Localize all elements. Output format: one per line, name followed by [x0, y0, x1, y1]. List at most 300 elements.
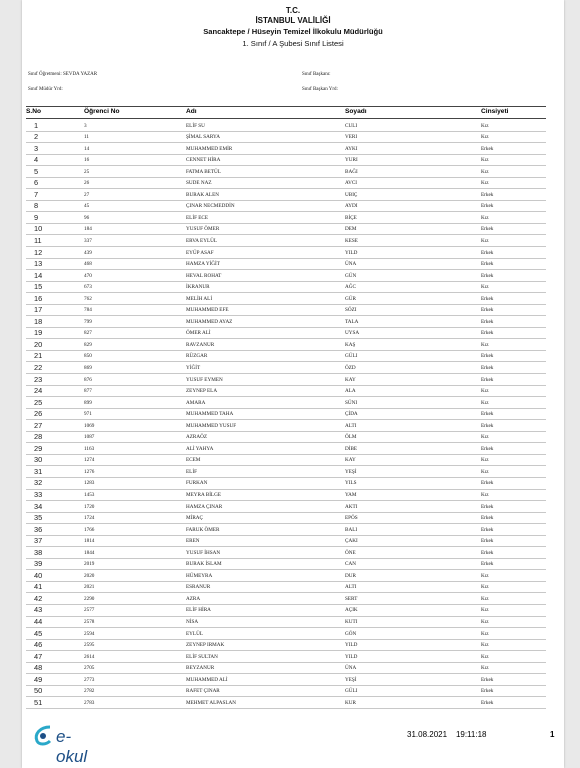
row-ogrenci-no: 1274 — [84, 457, 95, 464]
row-sno: 21 — [34, 351, 43, 361]
table-row — [26, 166, 546, 178]
row-adi: ELİF HİRA — [186, 607, 211, 614]
row-soyadi: ÇİDA — [345, 411, 358, 418]
table-row — [26, 524, 546, 536]
row-soyadi: UYSA — [345, 330, 360, 337]
row-ogrenci-no: 1069 — [84, 422, 95, 429]
row-ogrenci-no: 1087 — [84, 434, 95, 441]
row-soyadi: GÜLI — [345, 353, 358, 360]
row-adi: BEYZANUR — [186, 665, 215, 672]
table-row — [26, 305, 546, 317]
row-cinsiyeti: Kız — [481, 595, 489, 602]
row-sno: 36 — [34, 524, 43, 534]
row-ogrenci-no: 1844 — [84, 549, 95, 556]
table-row — [26, 374, 546, 386]
print-time: 19:11:18 — [455, 730, 487, 739]
row-sno: 13 — [34, 259, 43, 269]
table-row — [26, 259, 546, 271]
row-ogrenci-no: 2773 — [84, 676, 95, 683]
table-row — [26, 513, 546, 525]
row-adi: MUHAMMED EMİR — [186, 145, 233, 152]
row-soyadi: EPÖS — [345, 515, 358, 522]
table-row — [26, 593, 546, 605]
row-adi: ÖMER ALİ — [186, 330, 211, 337]
row-soyadi: ÇAKI — [345, 538, 358, 545]
col-adi: Adı — [186, 108, 197, 115]
row-adi: HÜMEYRA — [186, 572, 213, 579]
row-soyadi: GÜR — [345, 295, 356, 302]
row-adi: HEVAL ROHAT — [186, 272, 222, 279]
row-soyadi: YILS — [345, 480, 357, 487]
row-ogrenci-no: 1163 — [84, 445, 95, 452]
row-sno: 26 — [34, 409, 43, 419]
row-ogrenci-no: 2783 — [84, 699, 95, 706]
row-ogrenci-no: 971 — [84, 411, 92, 418]
row-sno: 39 — [34, 559, 43, 569]
table-row — [26, 397, 546, 409]
table-row — [26, 224, 546, 236]
table-row — [26, 466, 546, 478]
row-ogrenci-no: 2595 — [84, 642, 95, 649]
row-cinsiyeti: Kız — [481, 168, 489, 175]
row-ogrenci-no: 96 — [84, 214, 90, 221]
row-ogrenci-no: 11 — [84, 134, 89, 141]
row-ogrenci-no: 2019 — [84, 561, 95, 568]
row-sno: 23 — [34, 374, 43, 384]
row-adi: ŞİMAL SARYA — [186, 134, 220, 141]
row-ogrenci-no: 27 — [84, 191, 90, 198]
row-soyadi: VERI — [345, 134, 358, 141]
row-cinsiyeti: Erkek — [481, 364, 494, 371]
row-adi: AMARA — [186, 399, 206, 406]
row-sno: 3 — [34, 143, 39, 153]
row-soyadi: KAŞ — [345, 341, 356, 348]
row-cinsiyeti: Erkek — [481, 226, 494, 233]
row-ogrenci-no: 2782 — [84, 688, 95, 695]
row-cinsiyeti: Erkek — [481, 699, 494, 706]
row-sno: 19 — [34, 328, 43, 338]
row-sno: 33 — [34, 490, 43, 499]
row-adi: EYÜP ASAF — [186, 249, 214, 256]
row-sno: 6 — [34, 178, 39, 188]
row-ogrenci-no: 1720 — [84, 503, 95, 510]
row-soyadi: GÖN — [345, 630, 357, 637]
row-ogrenci-no: 799 — [84, 318, 92, 325]
row-sno: 8 — [34, 201, 39, 211]
table-row — [26, 443, 546, 455]
row-soyadi: YILD — [345, 249, 358, 256]
meta-vice-president: Sınıf Başkan Yrd: — [302, 87, 338, 92]
row-cinsiyeti: Erkek — [481, 422, 494, 429]
row-ogrenci-no: 869 — [84, 364, 92, 371]
table-header-rule — [26, 118, 546, 119]
row-sno: 17 — [34, 305, 43, 315]
row-sno: 16 — [34, 293, 43, 303]
row-sno: 11 — [34, 235, 42, 245]
row-sno: 25 — [34, 397, 43, 407]
row-cinsiyeti: Kız — [481, 434, 489, 441]
row-soyadi: ALA — [345, 388, 356, 395]
header-tc: T.C. — [285, 6, 301, 15]
row-ogrenci-no: 2578 — [84, 619, 95, 626]
row-sno: 15 — [34, 282, 43, 292]
row-soyadi: YILD — [345, 642, 358, 649]
row-soyadi: SÖZI — [345, 307, 357, 314]
row-soyadi: UBIÇ — [345, 191, 358, 198]
row-soyadi: BALI — [345, 526, 358, 533]
table-row — [26, 582, 546, 594]
row-adi: İKRANUR — [186, 284, 210, 291]
row-adi: ECEM — [186, 457, 201, 464]
row-soyadi: TALA — [345, 318, 359, 325]
row-soyadi: KUR — [345, 699, 356, 706]
row-sno: 30 — [34, 455, 43, 465]
row-ogrenci-no: 184 — [84, 226, 92, 233]
row-cinsiyeti: Kız — [481, 237, 489, 244]
row-cinsiyeti: Erkek — [481, 480, 494, 487]
row-ogrenci-no: 2614 — [84, 653, 95, 660]
row-adi: AZRAÖZ — [186, 434, 208, 441]
row-sno: 45 — [34, 628, 43, 638]
row-sno: 43 — [34, 605, 43, 615]
row-adi: ZEYNEP ELA — [186, 388, 218, 395]
row-cinsiyeti: Kız — [481, 341, 489, 348]
row-adi: SUDE NAZ — [186, 180, 212, 187]
row-soyadi: AYKI — [345, 145, 358, 152]
row-soyadi: ALTI — [345, 422, 357, 429]
table-row — [26, 120, 546, 132]
row-ogrenci-no: 2705 — [84, 665, 95, 672]
table-row — [26, 478, 546, 490]
row-cinsiyeti: Erkek — [481, 515, 494, 522]
meta-teacher: Sınıf Öğretmeni: SEVDA YAZAR — [28, 72, 98, 77]
row-adi: MUHAMMED YUSUF — [186, 422, 237, 429]
row-soyadi: ÜNA — [345, 665, 357, 672]
row-cinsiyeti: Erkek — [481, 249, 494, 256]
row-adi: ELİF ECE — [186, 214, 209, 221]
row-sno: 49 — [34, 674, 43, 684]
row-cinsiyeti: Erkek — [481, 191, 494, 198]
row-ogrenci-no: 45 — [84, 203, 90, 210]
row-ogrenci-no: 470 — [84, 272, 92, 279]
row-sno: 14 — [34, 270, 43, 280]
row-adi: MİRAÇ — [186, 515, 204, 522]
row-adi: HAMZA YİĞİT — [186, 261, 220, 268]
row-sno: 40 — [34, 570, 43, 580]
row-adi: MEHMET ALPASLAN — [186, 699, 237, 706]
document-page — [22, 0, 564, 768]
row-adi: ELİF — [186, 468, 197, 475]
row-ogrenci-no: 16 — [84, 157, 90, 164]
row-ogrenci-no: 784 — [84, 307, 92, 314]
table-top-rule — [26, 106, 546, 107]
row-ogrenci-no: 439 — [84, 249, 92, 256]
row-ogrenci-no: 2577 — [84, 607, 95, 614]
table-row — [26, 697, 546, 709]
row-ogrenci-no: 1276 — [84, 468, 95, 475]
row-sno: 29 — [34, 443, 43, 453]
row-cinsiyeti: Kız — [481, 122, 489, 129]
row-ogrenci-no: 1814 — [84, 538, 95, 545]
table-row — [26, 536, 546, 548]
header-class-list: 1. Sınıf / A Şubesi Sınıf Listesi — [242, 39, 344, 48]
table-row — [26, 235, 546, 247]
col-cinsiyeti: Cinsiyeti — [481, 108, 509, 115]
row-cinsiyeti: Erkek — [481, 203, 494, 210]
row-soyadi: DEM — [345, 226, 357, 233]
row-adi: NİSA — [186, 619, 199, 626]
page-number: 1 — [550, 730, 555, 739]
row-cinsiyeti: Kız — [481, 607, 489, 614]
row-soyadi: AVCI — [345, 180, 358, 187]
row-cinsiyeti: Kız — [481, 653, 489, 660]
row-soyadi: CULI — [345, 122, 358, 129]
row-cinsiyeti: Erkek — [481, 445, 494, 452]
row-soyadi: AYDI — [345, 203, 358, 210]
table-row — [26, 293, 546, 305]
row-ogrenci-no: 827 — [84, 330, 92, 337]
row-soyadi: ALTI — [345, 584, 357, 591]
row-soyadi: DUR — [345, 572, 356, 579]
row-soyadi: BİÇE — [345, 214, 357, 221]
header-valilik: İSTANBUL VALİLİĞİ — [255, 16, 331, 25]
row-sno: 22 — [34, 362, 43, 372]
row-adi: BURAK İSLAM — [186, 561, 222, 568]
row-sno: 44 — [34, 617, 43, 627]
row-soyadi: GÜN — [345, 272, 357, 279]
table-row — [26, 570, 546, 582]
row-adi: MELİH ALİ — [186, 295, 213, 302]
row-ogrenci-no: 14 — [84, 145, 90, 152]
row-sno: 24 — [34, 386, 43, 396]
table-row — [26, 282, 546, 294]
row-adi: BURAK ALEN — [186, 191, 219, 198]
row-soyadi: YURI — [345, 157, 358, 164]
row-ogrenci-no: 876 — [84, 376, 92, 383]
row-cinsiyeti: Kız — [481, 214, 489, 221]
row-cinsiyeti: Kız — [481, 388, 489, 395]
row-sno: 5 — [34, 166, 39, 176]
student-table-body — [26, 120, 546, 709]
table-row — [26, 189, 546, 201]
table-row — [26, 339, 546, 351]
row-soyadi: KAY — [345, 457, 356, 464]
row-cinsiyeti: Erkek — [481, 330, 494, 337]
row-cinsiyeti: Kız — [481, 457, 489, 464]
row-ogrenci-no: 1766 — [84, 526, 95, 533]
table-row — [26, 362, 546, 374]
row-sno: 9 — [34, 212, 39, 222]
table-row — [26, 247, 546, 259]
row-sno: 35 — [34, 513, 43, 523]
row-sno: 12 — [34, 247, 43, 257]
row-cinsiyeti: Erkek — [481, 688, 494, 695]
row-ogrenci-no: 762 — [84, 295, 92, 302]
row-ogrenci-no: 337 — [84, 237, 92, 244]
row-soyadi: ÜNA — [345, 261, 357, 268]
row-cinsiyeti: Erkek — [481, 272, 494, 279]
table-row — [26, 686, 546, 698]
row-ogrenci-no: 1724 — [84, 515, 95, 522]
meta-president: Sınıf Başkanı: — [302, 72, 331, 77]
row-sno: 4 — [34, 155, 39, 165]
row-soyadi: BAĞI — [345, 168, 358, 175]
table-row — [26, 674, 546, 686]
row-soyadi: KUTI — [345, 619, 358, 626]
row-soyadi: ÖLM — [345, 434, 357, 441]
row-cinsiyeti: Erkek — [481, 318, 494, 325]
row-soyadi: YEŞİ — [345, 468, 357, 475]
row-cinsiyeti: Kız — [481, 399, 489, 406]
table-row — [26, 132, 546, 144]
row-sno: 1 — [34, 120, 39, 130]
table-row — [26, 155, 546, 167]
print-date: 31.08.2021 — [407, 730, 448, 739]
row-sno: 48 — [34, 663, 43, 673]
col-sno: S.No — [26, 108, 42, 115]
row-soyadi: ÖNE — [345, 549, 356, 556]
row-soyadi: YAM — [345, 492, 357, 498]
row-adi: YUSUF İHSAN — [186, 549, 221, 556]
print-datetime — [407, 730, 486, 739]
table-row — [26, 178, 546, 190]
row-adi: ESRANUR — [186, 584, 211, 591]
row-cinsiyeti: Kız — [481, 584, 489, 591]
table-row — [26, 547, 546, 559]
row-soyadi: AÇIK — [345, 607, 358, 614]
row-cinsiyeti: Erkek — [481, 676, 494, 683]
row-sno: 46 — [34, 640, 43, 650]
row-adi: ALİ YAHYA — [186, 445, 214, 452]
row-adi: RÜZGAR — [186, 353, 208, 360]
table-row — [26, 651, 546, 663]
table-row — [26, 328, 546, 340]
row-sno: 27 — [34, 420, 43, 430]
row-soyadi: AĞC — [345, 284, 356, 291]
row-adi: FARUK ÖMER — [186, 526, 220, 533]
row-cinsiyeti: Kız — [481, 665, 489, 672]
row-ogrenci-no: 25 — [84, 168, 90, 175]
row-soyadi: SÜNI — [345, 399, 358, 406]
row-adi: EYLÜL — [186, 630, 203, 637]
row-soyadi: KESE — [345, 237, 358, 244]
table-row — [26, 270, 546, 282]
table-row — [26, 201, 546, 213]
row-cinsiyeti: Erkek — [481, 561, 494, 568]
table-row — [26, 316, 546, 328]
row-sno: 18 — [34, 316, 43, 326]
table-row — [26, 628, 546, 640]
row-cinsiyeti: Erkek — [481, 307, 494, 314]
table-row — [26, 420, 546, 432]
row-ogrenci-no: 26 — [84, 180, 90, 187]
row-ogrenci-no: 850 — [84, 353, 92, 360]
row-ogrenci-no: 1283 — [84, 480, 95, 487]
row-cinsiyeti: Kız — [481, 572, 489, 579]
row-soyadi: AKTI — [345, 503, 358, 510]
row-ogrenci-no: 877 — [84, 388, 92, 395]
table-row — [26, 663, 546, 675]
row-adi: MUHAMMED AYAZ — [186, 318, 233, 325]
row-sno: 34 — [34, 501, 43, 511]
row-sno: 10 — [34, 224, 43, 234]
row-soyadi: DİBE — [345, 445, 358, 452]
row-cinsiyeti: Erkek — [481, 411, 494, 418]
table-row — [26, 617, 546, 629]
row-soyadi: GÜLI — [345, 688, 358, 695]
row-cinsiyeti: Erkek — [481, 353, 494, 360]
table-row — [26, 409, 546, 421]
row-cinsiyeti: Kız — [481, 642, 489, 649]
row-cinsiyeti: Erkek — [481, 145, 494, 152]
row-adi: ELİF SU — [186, 122, 205, 129]
row-sno: 42 — [34, 593, 43, 603]
row-adi: FATMA BETÜL — [186, 168, 221, 175]
row-adi: RAFET ÇINAR — [186, 688, 220, 695]
row-ogrenci-no: 899 — [84, 399, 92, 406]
row-sno: 47 — [34, 651, 43, 661]
row-sno: 50 — [34, 686, 43, 696]
row-ogrenci-no: 1453 — [84, 492, 95, 498]
row-cinsiyeti: Erkek — [481, 503, 494, 510]
row-soyadi: SERT — [345, 595, 358, 602]
row-sno: 38 — [34, 547, 43, 557]
row-soyadi: CAN — [345, 561, 356, 568]
table-row — [26, 212, 546, 224]
row-ogrenci-no: 2290 — [84, 595, 95, 602]
row-cinsiyeti: Erkek — [481, 526, 494, 533]
table-row — [26, 559, 546, 571]
row-adi: RAVZANUR — [186, 341, 215, 348]
table-row — [26, 351, 546, 363]
e-okul-swoosh-icon — [32, 724, 56, 746]
row-adi: YİĞİT — [186, 364, 201, 371]
row-sno: 37 — [34, 536, 43, 546]
row-cinsiyeti: Erkek — [481, 295, 494, 302]
row-sno: 32 — [34, 478, 43, 488]
row-cinsiyeti: Kız — [481, 619, 489, 626]
row-ogrenci-no: 468 — [84, 261, 92, 268]
row-cinsiyeti: Kız — [481, 134, 489, 141]
row-divider — [26, 708, 546, 709]
row-adi: YUSUF ÖMER — [186, 226, 220, 233]
row-cinsiyeti: Kız — [481, 630, 489, 637]
row-soyadi: KAY — [345, 376, 356, 383]
e-okul-wordmark: e-okul — [56, 727, 88, 766]
col-soyadi: Soyadı — [345, 108, 367, 115]
row-cinsiyeti: Kız — [481, 492, 489, 498]
col-ogrenci-no: Öğrenci No — [84, 108, 120, 115]
row-sno: 7 — [34, 189, 39, 199]
row-sno: 41 — [34, 582, 43, 592]
table-row — [26, 490, 546, 502]
row-adi: EREN — [186, 538, 200, 545]
row-sno: 2 — [34, 132, 39, 142]
row-cinsiyeti: Kız — [481, 468, 489, 475]
row-adi: AZRA — [186, 595, 201, 602]
row-cinsiyeti: Erkek — [481, 261, 494, 268]
row-adi: CENNET HİRA — [186, 157, 221, 164]
table-row — [26, 432, 546, 444]
row-cinsiyeti: Kız — [481, 284, 489, 291]
row-sno: 51 — [34, 697, 43, 707]
table-row — [26, 640, 546, 652]
table-row — [26, 386, 546, 398]
row-adi: MUHAMMED EFE — [186, 307, 229, 314]
table-header — [26, 108, 546, 118]
row-ogrenci-no: 2021 — [84, 584, 95, 591]
row-ogrenci-no: 673 — [84, 284, 92, 291]
